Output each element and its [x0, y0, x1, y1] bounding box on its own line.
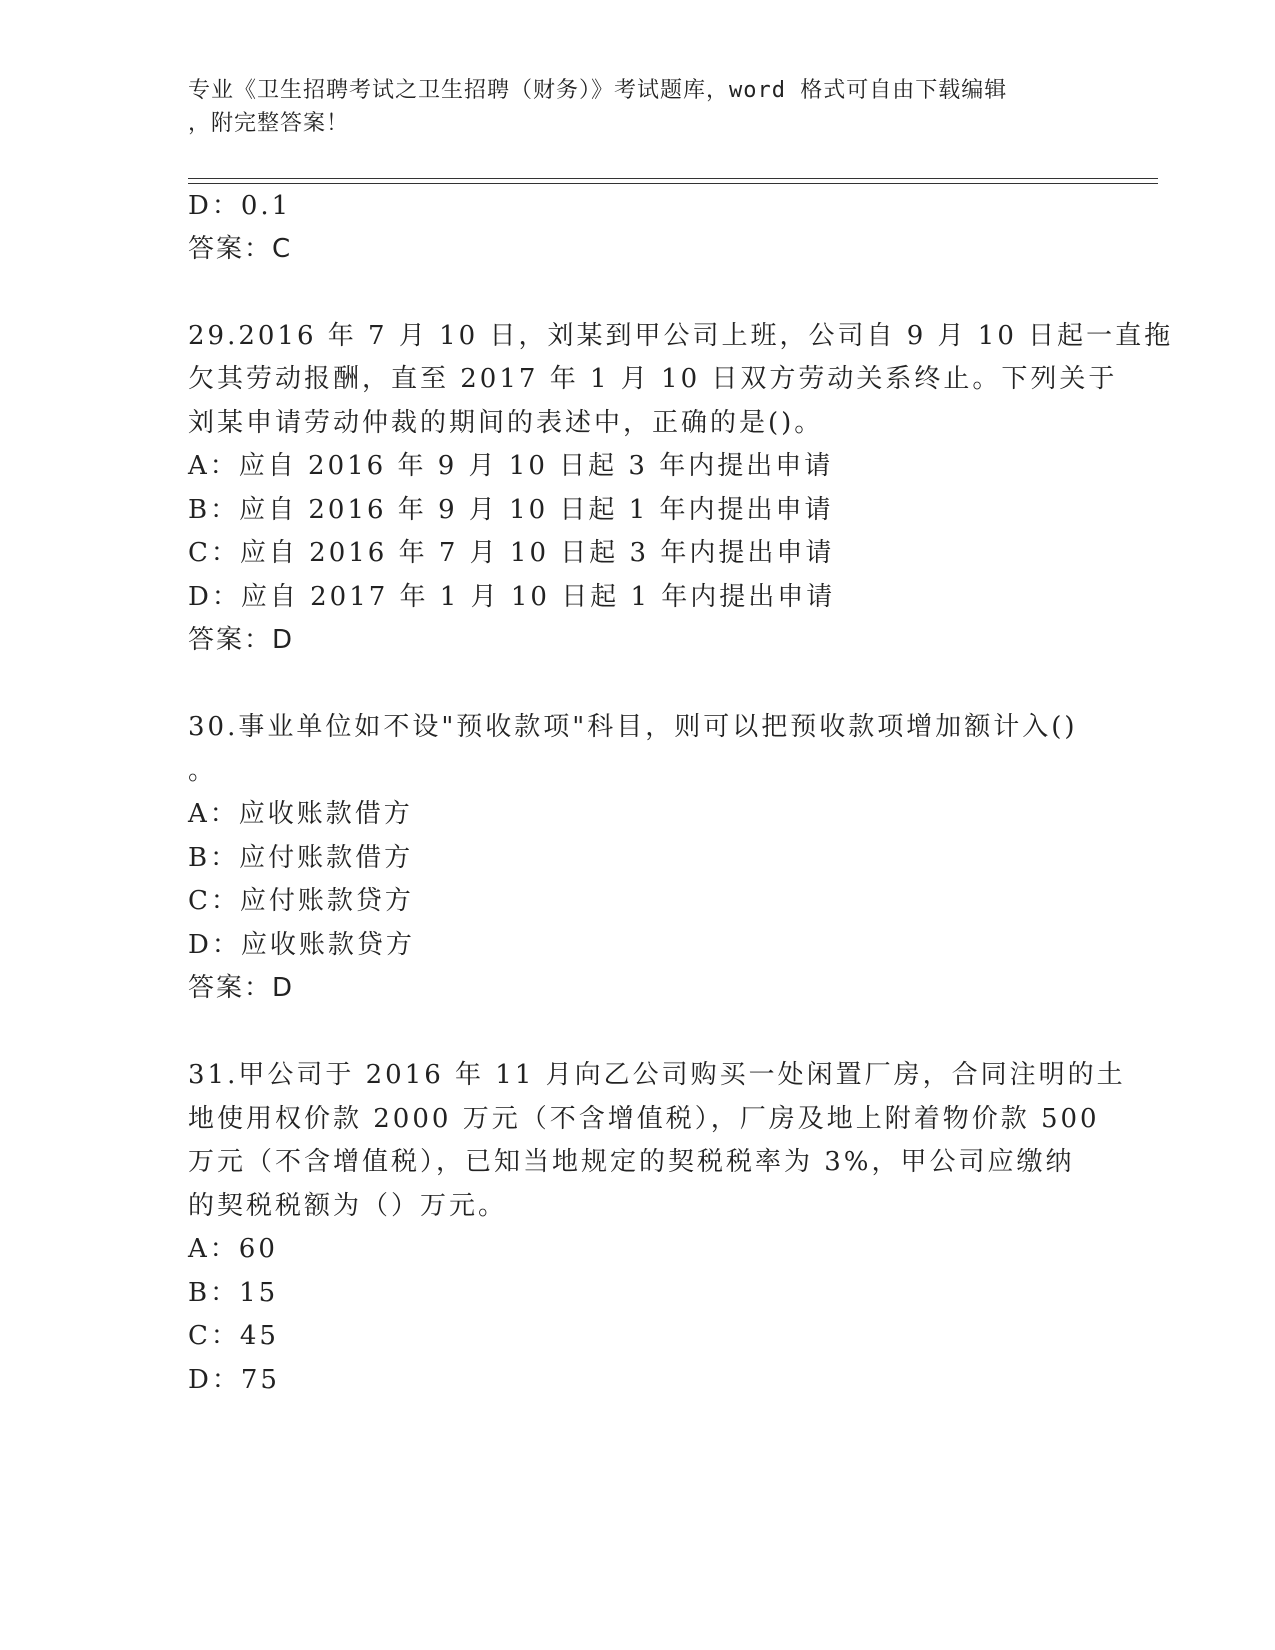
q31-option-d: D：75	[188, 1365, 280, 1395]
q31-stem-line-1: 31.甲公司于 2016 年 11 月向乙公司购买一处闲置厂房，合同注明的土	[188, 1060, 1126, 1090]
q31-stem-line-4: 的契税税额为（）万元。	[188, 1191, 508, 1221]
header-divider-top	[188, 178, 1158, 179]
q29-answer: 答案：D	[188, 625, 295, 655]
q30-stem-line-2: 。	[188, 756, 218, 786]
header-line-1: 专业《卫生招聘考试之卫生招聘（财务）》考试题库，word 格式可自由下载编辑	[188, 78, 1008, 103]
q30-option-c: C：应付账款贷方	[188, 886, 414, 916]
q29-option-d: D：应自 2017 年 1 月 10 日起 1 年内提出申请	[188, 582, 836, 612]
q29-stem-line-3: 刘某申请劳动仲裁的期间的表述中，正确的是()。	[188, 408, 824, 438]
q29-option-c: C：应自 2016 年 7 月 10 日起 3 年内提出申请	[188, 538, 835, 568]
q29-stem-line-1: 29.2016 年 7 月 10 日，刘某到甲公司上班，公司自 9 月 10 日起一直拖	[188, 321, 1174, 351]
q30-stem-line-1: 30.事业单位如不设"预收款项"科目，则可以把预收款项增加额计入()	[188, 712, 1078, 742]
q31-stem-line-2: 地使用权价款 2000 万元（不含增值税），厂房及地上附着物价款 500	[188, 1104, 1100, 1134]
q31-option-c: C：45	[188, 1321, 279, 1351]
q29-option-b: B：应自 2016 年 9 月 10 日起 1 年内提出申请	[188, 495, 834, 525]
header-line-2: ，附完整答案！	[188, 111, 350, 136]
prev-option-d: D：0.1	[188, 191, 292, 221]
q30-option-d: D：应收账款贷方	[188, 930, 415, 960]
q31-option-b: B：15	[188, 1278, 279, 1308]
prev-answer: 答案：C	[188, 234, 293, 264]
q31-option-a: A：60	[188, 1234, 278, 1264]
q29-option-a: A：应自 2016 年 9 月 10 日起 3 年内提出申请	[188, 451, 834, 481]
q31-stem-line-3: 万元（不含增值税），已知当地规定的契税税率为 3%，甲公司应缴纳	[188, 1147, 1075, 1177]
q30-option-a: A：应收账款借方	[188, 799, 413, 829]
q30-answer: 答案：D	[188, 973, 295, 1003]
q30-option-b: B：应付账款借方	[188, 843, 414, 873]
header-divider-bottom	[188, 183, 1158, 184]
document-header	[188, 74, 1068, 140]
q29-stem-line-2: 欠其劳动报酬，直至 2017 年 1 月 10 日双方劳动关系终止。下列关于	[188, 364, 1118, 394]
